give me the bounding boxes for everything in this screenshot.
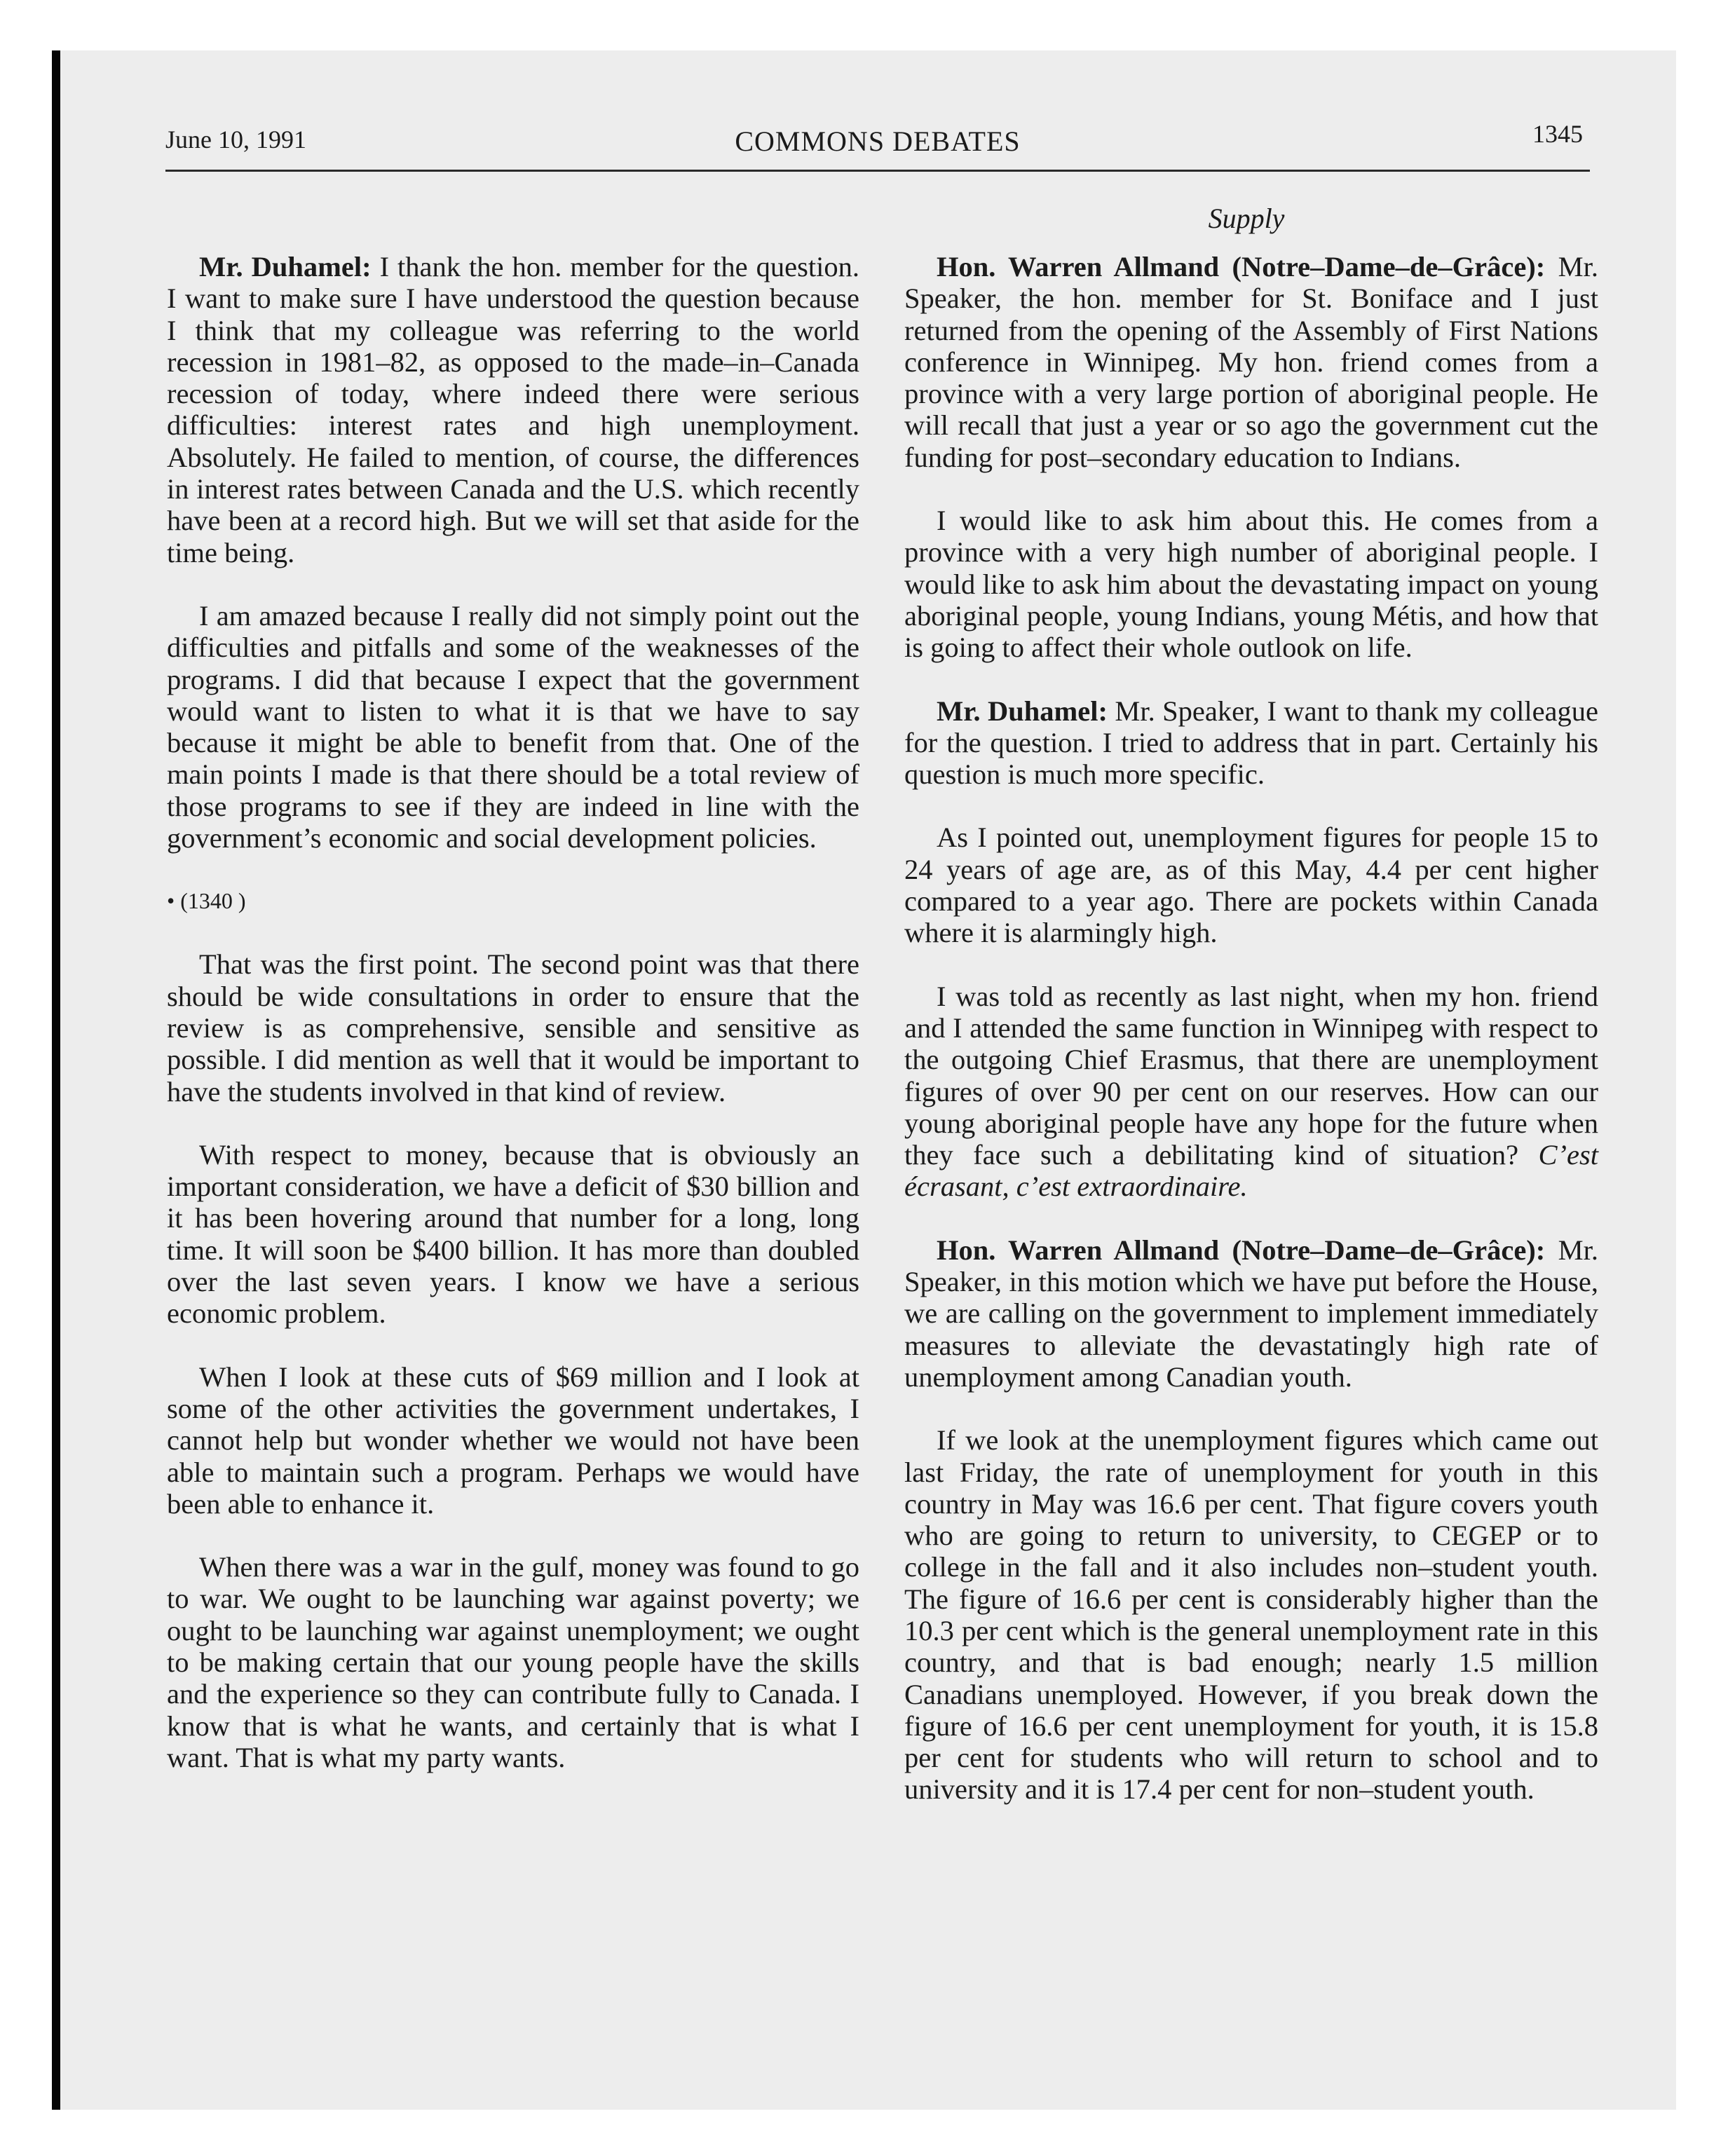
left-column [167, 251, 859, 1805]
paragraph [904, 981, 1598, 1203]
speaker-name: Mr. Duhamel: [199, 251, 372, 282]
paragraph-text: That was the first point. The second point was that there should be wide consultations in order to ensure that the review is as comprehensive, sensible and sensitive as possible. I did mention as well that it would be important to have the students involved in that kind of review. [167, 948, 859, 1107]
paragraph-text: When there was a war in the gulf, money was found to go to war. We ought to be launching war against poverty; we ought to be launching war against unemployment; we ought to be making certain that our young people have the skills and the experience so they can contribute fully to Canada. I know that is what he wants, and certainly that is what I want. That is what my party wants. [167, 1551, 859, 1773]
paragraph [167, 1139, 859, 1330]
speaker-name: Hon. Warren Allmand (Notre–Dame–de–Grâce): [937, 251, 1546, 282]
paragraph-text: I am amazed because I really did not simply point out the difficulties and pitfalls and some of the weaknesses of the programs. I did that because I expect that the government would want to listen to what it is that we have to say because it might be able to benefit from that. One of the main points I made is that there should be a total review of those programs to see if they are indeed in line with the government’s economic and social development policies. [167, 599, 859, 854]
paragraph-text: Mr. Speaker, in this motion which we have put before the House, we are calling on the government to implement immediately measures to alleviate the devastatingly high rate of unemployment among Canadian youth. [904, 1234, 1599, 1393]
right-column [904, 251, 1598, 1837]
french-quote: C’est écrasant, c’est extraordinaire. [904, 1139, 1598, 1203]
paragraph [904, 251, 1598, 473]
paragraph-text: Mr. Speaker, I want to thank my colleague for the question. I tried to address that in part. Certainly his question is much more specific. [904, 695, 1599, 791]
header-date: June 10, 1991 [165, 125, 306, 153]
speaker-name: Mr. Duhamel: [937, 695, 1108, 727]
paragraph [167, 1551, 859, 1773]
paragraph-text: Mr. Speaker, the hon. member for St. Boniface and I just returned from the opening of the Assembly of First Nations conference in Winnipeg. My hon. friend comes from a province with a very large portion of aboriginal people. He will recall that just a year or so ago the government cut the funding for post–secondary education to Indians. [904, 251, 1599, 473]
paragraph-text: If we look at the unemployment figures which came out last Friday, the rate of unemployment for youth in this country in May was 16.6 per cent. That figure covers youth who are going to return to university, to CEGEP or to college in the fall and it also includes non–student youth. The figure of 16.6 per cent is considerably higher than the 10.3 per cent which is the general unemployment rate in this country, and that is bad enough; nearly 1.5 million Canadians unemployed. However, if you break down the figure of 16.6 per cent unemployment for youth, it is 15.8 per cent for students who will return to school and to university and it is 17.4 per cent for non–student youth. [904, 1424, 1598, 1806]
paragraph-text: When I look at these cuts of $69 million and I look at some of the other activities the government undertakes, I cannot help but wonder whether we would not have been able to maintain such a program. Perhaps we would have been able to enhance it. [167, 1360, 859, 1520]
header-title: COMMONS DEBATES [735, 125, 1021, 157]
paragraph [167, 1361, 859, 1520]
scan-edge [52, 50, 60, 2110]
paragraph [167, 251, 859, 568]
paragraph [904, 1234, 1598, 1393]
paragraph-text: I was told as recently as last night, when my hon. friend and I attended the same function in Winnipeg with respect to the outgoing Chief Erasmus, that there are unemployment figures of over 90 per cent on our reserves. How can our young aboriginal people have any hope for the future when they face such a debilitating kind of situation? [904, 980, 1598, 1171]
paragraph [904, 505, 1598, 663]
paragraph [904, 1424, 1598, 1806]
paragraph-text: I would like to ask him about this. He comes from a province with a very high number of aboriginal people. I would like to ask him about the devastating impact on young aboriginal people, young Indians, young Métis, and how that is going to affect their whole outlook on life. [904, 505, 1598, 664]
time-marker: • (1340 ) [167, 888, 246, 914]
paragraph [904, 695, 1598, 791]
paragraph [167, 948, 859, 1107]
section-label: Supply [1208, 203, 1285, 234]
paragraph [904, 821, 1598, 948]
page-number: 1345 [1532, 120, 1583, 148]
paragraph-text: With respect to money, because that is obviously an important consideration, we have a deficit of $30 billion and it has been hovering around that number for a long, long time. It will soon be $400 billion. It has more than doubled over the last seven years. I know we have a serious economic problem. [167, 1138, 859, 1330]
page-header [165, 119, 1590, 172]
paragraph-text: As I pointed out, unemployment figures for people 15 to 24 years of age are, as of this May, 4.4 per cent higher compared to a year ago. There are pockets within Canada where it is alarmingly high. [904, 821, 1598, 949]
paragraph-text: I thank the hon. member for the question. I want to make sure I have understood the question because I think that my colleague was referring to the world recession in 1981–82, as opposed to the made–in–Canada recession of today, where indeed there were serious difficulties: interest rates and high unemployment. Absolutely. He failed to mention, of course, the differences in interest rates between Canada and the U.S. which recently have been at a record high. But we will set that aside for the time being. [167, 251, 859, 568]
speaker-name: Hon. Warren Allmand (Notre–Dame–de–Grâce): [937, 1234, 1546, 1266]
paragraph [167, 600, 859, 854]
